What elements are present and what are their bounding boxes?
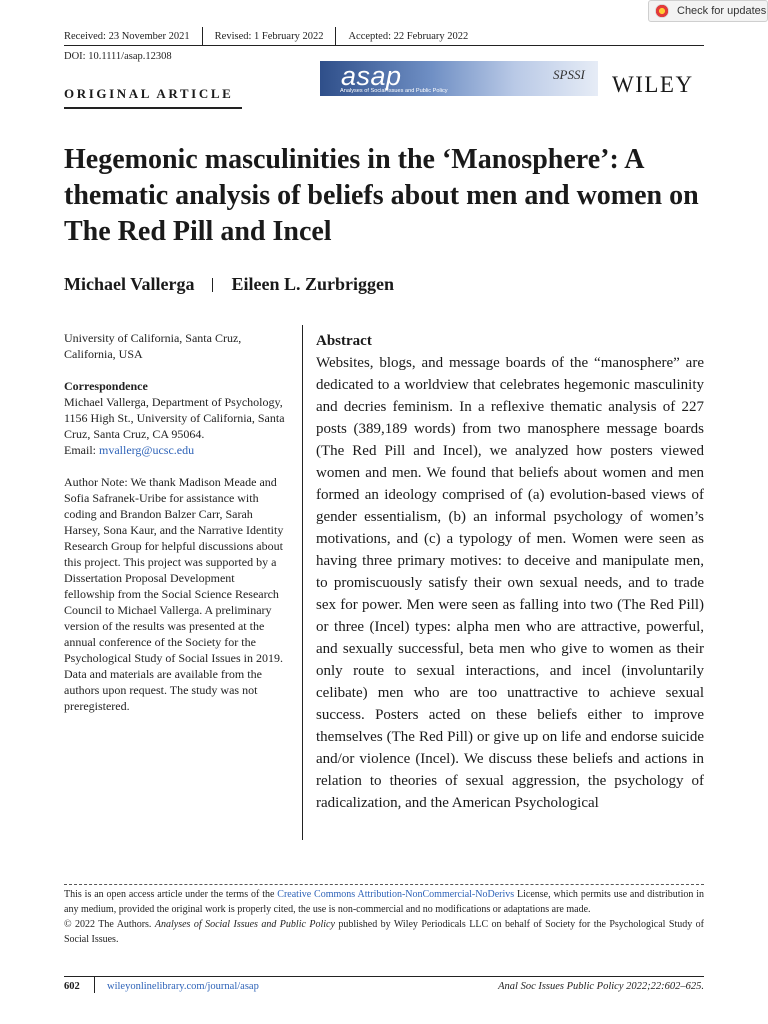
journal-website-link[interactable]: wileyonlinelibrary.com/journal/asap <box>107 981 259 992</box>
abstract-heading: Abstract <box>316 333 372 349</box>
accepted-date: Accepted: 22 February 2022 <box>348 30 469 42</box>
journal-banner[interactable] <box>320 61 598 96</box>
revised-date: Revised: 1 February 2022 <box>214 30 324 42</box>
spssi-logo: SPSSI <box>553 67 585 82</box>
author-note: Author Note: We thank Madison Meade and Sofia Safranek-Uribe for assistance with coding and Brandon Balzer Carr, Sarah Harsey, Sona Kaur, and the Narrative Identity Research Group for helpful discussions about this project. This project was supported by a Dissertation Proposal Development fellowship from the Social Science Research Council to Michael Vallerga. A preliminary version of the results was presented at the annual conference of the Society for the Psychological Study of Social Issues in 2019. Data and materials are available from the authors upon request. The study was not preregistered. <box>64 475 284 713</box>
copyright-journal: Analyses of Social Issues and Public Policy <box>154 919 335 930</box>
license-text <box>64 887 704 917</box>
footer-divider <box>94 977 95 993</box>
author-list <box>64 274 394 295</box>
header-rule <box>64 45 704 46</box>
column-divider <box>302 325 303 840</box>
article-dates <box>64 27 468 45</box>
publisher-logo: WILEY <box>612 72 694 97</box>
check-for-updates-label: Check for updates <box>677 5 767 17</box>
copyright-post: published by Wiley Periodicals LLC on behalf of Society for the Psychological Study of Social Issues. <box>64 919 704 945</box>
license-footnote <box>64 887 704 947</box>
check-for-updates-button[interactable] <box>648 0 768 22</box>
article-info-column <box>64 330 286 714</box>
affiliation: University of California, Santa Cruz, California, USA <box>64 331 242 361</box>
license-link[interactable]: Creative Commons Attribution-NonCommercial-NoDerivs <box>277 889 515 900</box>
date-divider <box>202 27 203 45</box>
email-link[interactable]: mvallerg@ucsc.edu <box>99 443 195 457</box>
author-divider <box>212 278 213 292</box>
footnote-rule <box>64 884 704 885</box>
article-title: Hegemonic masculinities in the ‘Manosphere’: A thematic analysis of beliefs about men and women on The Red Pill and Incel <box>64 144 699 247</box>
copyright-text <box>64 917 704 947</box>
abstract <box>316 330 704 814</box>
received-date: Received: 23 November 2021 <box>64 30 190 42</box>
email-label: Email: <box>64 443 99 457</box>
author-name[interactable]: Michael Vallerga <box>64 274 195 294</box>
date-divider <box>335 27 336 45</box>
page-number: 602 <box>64 981 80 992</box>
license-post: License, which permits use and distribution in any medium, provided the original work is properly cited, the use is non-commercial and no modifications or adaptations are made. <box>64 889 705 915</box>
copyright-pre: © 2022 The Authors. <box>64 919 155 930</box>
citation: Anal Soc Issues Public Policy 2022;22:602–625. <box>498 981 704 992</box>
doi[interactable]: DOI: 10.1111/asap.12308 <box>64 51 172 62</box>
correspondence-heading: Correspondence <box>64 379 148 393</box>
license-pre: This is an open access article under the terms of the <box>64 889 278 900</box>
correspondence-text: Michael Vallerga, Department of Psychology, 1156 High St., University of California, Santa Cruz, Santa Cruz, CA 95064. <box>64 395 285 441</box>
abstract-body: Websites, blogs, and message boards of the “manosphere” are dedicated to a worldview that celebrates hegemonic masculinity and decries feminism. In a reflexive thematic analysis of 227 posts (389,189 words) from two manosphere message boards (The Red Pill and Incel), we analyzed how posters viewed women and men. We found that beliefs about women and men formed an ideology comprised of (a) evolution-based views of gender essentialism, (b) an informal psychology of women’s motivations, and (c) a typology of men. Women were seen as having three primary motives: to deceive and manipulate men, to promiscuously satisfy their own sexual needs, and to trade sex for power. Men were seen as falling into two (The Red Pill) or three (Incel) types: alpha men who are attractive, powerful, and sexually successful, beta men who give to women as their only route to sexual interactions, and incel (involuntarily celibate) men who are too unattractive to achieve sexual success. Posters acted on these beliefs either to improve themselves (The Red Pill) or give up on life and endorse suicide and/or violence (Incel). We discuss these beliefs and actions in relation to theories of sexual aggression, the psychology of radicalization, and the American Psychological <box>316 355 704 811</box>
journal-subtitle: Analyses of Social Issues and Public Policy <box>340 88 448 94</box>
article-type-underline <box>64 107 242 109</box>
email-line <box>64 442 286 458</box>
journal-logo: asap <box>341 61 402 91</box>
crossmark-icon <box>655 4 669 18</box>
article-type: ORIGINAL ARTICLE <box>64 86 234 101</box>
footer-rule <box>64 976 704 977</box>
author-name[interactable]: Eileen L. Zurbriggen <box>231 274 394 294</box>
